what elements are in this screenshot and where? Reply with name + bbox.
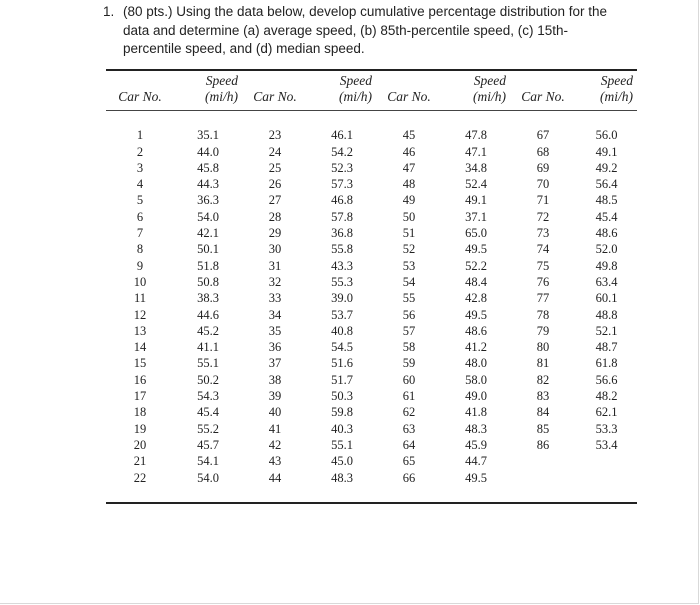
table-row — [106, 470, 637, 486]
car-number-cell: 4 — [136, 177, 144, 192]
car-number-cell: 86 — [536, 437, 550, 452]
car-number-cell: 43 — [268, 454, 282, 469]
speed-cell: 46.1 — [331, 128, 353, 143]
table-row — [106, 388, 637, 404]
car-number-cell: 28 — [268, 209, 282, 224]
speed-cell: 50.8 — [197, 274, 219, 289]
speed-cell: 56.0 — [595, 128, 618, 143]
speed-cell: 44.0 — [197, 144, 219, 159]
speed-cell: 62.1 — [595, 405, 618, 420]
car-number-cell: 22 — [133, 470, 147, 485]
speed-cell: 38.3 — [197, 291, 219, 306]
car-number-cell: 48 — [402, 177, 416, 192]
car-number-cell: 80 — [536, 340, 550, 355]
speed-cell: 36.3 — [197, 193, 219, 208]
car-number-cell: 1 — [136, 128, 144, 143]
car-number-cell: 29 — [268, 226, 282, 241]
speed-cell: 34.8 — [465, 160, 487, 175]
car-number-cell: 59 — [402, 356, 416, 371]
speed-table — [106, 71, 637, 502]
car-number-cell: 18 — [133, 405, 147, 420]
speed-cell: 42.1 — [197, 226, 219, 241]
speed-cell: 45.8 — [197, 160, 219, 175]
car-number-cell: 2 — [136, 144, 144, 159]
table-row — [106, 323, 637, 339]
speed-cell: 48.5 — [595, 193, 618, 208]
question-text — [103, 3, 663, 59]
car-number-cell: 57 — [402, 323, 416, 338]
table-row — [106, 372, 637, 388]
car-number-cell: 16 — [133, 372, 147, 387]
car-number-cell: 36 — [268, 340, 282, 355]
question-line-3: percentile speed, and (d) median speed. — [123, 41, 365, 56]
speed-cell: 55.3 — [331, 274, 353, 289]
speed-cell: 48.3 — [331, 470, 353, 485]
car-number-cell: 62 — [402, 405, 416, 420]
speed-cell: 45.4 — [197, 405, 219, 420]
speed-cell: 55.1 — [197, 356, 219, 371]
table-row — [106, 290, 637, 306]
car-number-cell: 61 — [402, 389, 416, 404]
car-number-cell: 49 — [402, 193, 416, 208]
car-number-cell: 25 — [268, 160, 282, 175]
table-row — [106, 192, 637, 208]
car-number-cell: 85 — [536, 421, 550, 436]
speed-cell: 54.0 — [197, 470, 219, 485]
column-header: Car No. — [253, 89, 297, 104]
speed-cell: 51.6 — [331, 356, 353, 371]
table-row — [106, 241, 637, 257]
speed-cell: 49.1 — [465, 193, 487, 208]
car-number-cell: 19 — [133, 421, 147, 436]
car-number-cell: 14 — [133, 340, 147, 355]
speed-cell: 58.0 — [465, 372, 487, 387]
table-row — [106, 258, 637, 274]
car-number-cell: 38 — [268, 372, 282, 387]
car-number-cell: 82 — [536, 372, 550, 387]
speed-cell: 61.8 — [595, 356, 618, 371]
car-number-cell: 7 — [136, 226, 144, 241]
car-number-cell: 32 — [268, 274, 282, 289]
speed-cell: 52.2 — [465, 258, 487, 273]
speed-cell: 51.8 — [197, 258, 219, 273]
speed-cell: 44.6 — [197, 307, 219, 322]
speed-cell: 51.7 — [331, 372, 353, 387]
table-row — [106, 404, 637, 420]
car-number-cell: 60 — [402, 372, 416, 387]
speed-cell: 50.3 — [331, 389, 353, 404]
car-number-cell: 52 — [402, 242, 416, 257]
table-row — [106, 225, 637, 241]
speed-cell: 41.1 — [197, 340, 219, 355]
car-number-cell: 34 — [268, 307, 282, 322]
speed-cell: 60.1 — [595, 291, 618, 306]
car-number-cell: 3 — [136, 160, 144, 175]
speed-cell: 52.1 — [595, 323, 618, 338]
speed-cell: 53.4 — [595, 437, 618, 452]
speed-cell: 54.3 — [197, 389, 219, 404]
car-number-cell: 67 — [536, 128, 550, 143]
speed-cell: 52.3 — [331, 160, 353, 175]
table-row — [106, 209, 637, 225]
speed-cell — [576, 470, 637, 486]
car-number-cell: 47 — [402, 160, 416, 175]
table-row — [106, 127, 637, 143]
car-number-cell: 50 — [402, 209, 416, 224]
column-header: Speed (mi/h) — [205, 73, 238, 104]
speed-cell: 54.2 — [331, 144, 353, 159]
question-line-2: data and determine (a) average speed, (b) 85th-percentile speed, (c) 15th- — [123, 22, 569, 38]
speed-cell: 40.3 — [331, 421, 353, 436]
car-number-cell: 5 — [136, 193, 144, 208]
car-number-cell: 30 — [268, 242, 282, 257]
car-number-cell: 65 — [402, 454, 416, 469]
column-header: Car No. — [118, 89, 162, 104]
speed-cell: 41.8 — [465, 405, 487, 420]
car-number-cell: 8 — [136, 242, 144, 257]
car-number-cell: 20 — [133, 437, 147, 452]
speed-cell: 54.1 — [197, 454, 219, 469]
car-number-cell: 41 — [268, 421, 282, 436]
car-number-cell: 77 — [536, 291, 550, 306]
question-number: 1. — [103, 4, 115, 19]
table-row — [106, 274, 637, 290]
speed-cell: 48.6 — [465, 323, 487, 338]
speed-cell: 59.8 — [331, 405, 353, 420]
car-number-cell: 66 — [402, 470, 416, 485]
speed-cell: 55.2 — [197, 421, 219, 436]
car-number-cell: 64 — [402, 437, 416, 452]
column-header: Speed (mi/h) — [600, 73, 633, 104]
table-row — [106, 355, 637, 371]
car-number-cell: 37 — [268, 356, 282, 371]
speed-cell: 46.8 — [331, 193, 353, 208]
table-row — [106, 160, 637, 176]
car-number-cell: 73 — [536, 226, 550, 241]
speed-cell: 48.3 — [465, 421, 487, 436]
speed-cell: 42.8 — [465, 291, 487, 306]
car-number-cell — [510, 470, 576, 486]
car-number-cell: 70 — [536, 177, 550, 192]
car-number-cell: 58 — [402, 340, 416, 355]
car-number-cell: 68 — [536, 144, 550, 159]
car-number-cell: 45 — [402, 128, 416, 143]
car-number-cell: 35 — [268, 323, 282, 338]
car-number-cell: 63 — [402, 421, 416, 436]
table-header-row — [106, 71, 637, 110]
speed-cell: 54.5 — [331, 340, 353, 355]
speed-cell: 57.8 — [331, 209, 353, 224]
speed-cell: 54.0 — [197, 209, 219, 224]
car-number-cell: 56 — [402, 307, 416, 322]
car-number-cell: 24 — [268, 144, 282, 159]
car-number-cell: 72 — [536, 209, 550, 224]
table-row — [106, 453, 637, 469]
table-row — [106, 307, 637, 323]
car-number-cell: 69 — [536, 160, 550, 175]
car-number-cell: 6 — [136, 209, 144, 224]
car-number-cell: 76 — [536, 274, 550, 289]
car-number-cell: 51 — [402, 226, 416, 241]
speed-cell: 53.7 — [331, 307, 353, 322]
speed-cell: 56.6 — [595, 372, 618, 387]
car-number-cell: 26 — [268, 177, 282, 192]
table-row — [106, 421, 637, 437]
car-number-cell: 46 — [402, 144, 416, 159]
speed-cell: 48.7 — [595, 340, 618, 355]
column-header: Speed (mi/h) — [473, 73, 506, 104]
car-number-cell: 78 — [536, 307, 550, 322]
speed-cell: 48.4 — [465, 274, 487, 289]
car-number-cell: 11 — [133, 291, 147, 306]
speed-cell: 53.3 — [595, 421, 618, 436]
speed-cell: 49.0 — [465, 389, 487, 404]
speed-cell: 48.8 — [595, 307, 618, 322]
speed-cell: 49.5 — [465, 242, 487, 257]
car-number-cell: 31 — [268, 258, 282, 273]
speed-cell: 47.8 — [465, 128, 487, 143]
table-row — [106, 176, 637, 192]
car-number-cell: 84 — [536, 405, 550, 420]
speed-cell: 45.0 — [331, 454, 353, 469]
car-number-cell: 39 — [268, 389, 282, 404]
car-number-cell: 81 — [536, 356, 550, 371]
speed-cell: 55.8 — [331, 242, 353, 257]
speed-cell: 63.4 — [595, 274, 618, 289]
table-row — [106, 339, 637, 355]
car-number-cell: 53 — [402, 258, 416, 273]
table-body — [106, 127, 637, 502]
table-row — [106, 437, 637, 453]
speed-cell: 49.5 — [465, 470, 487, 485]
car-number-cell: 71 — [536, 193, 550, 208]
car-number-cell: 13 — [133, 323, 147, 338]
speed-cell: 40.8 — [331, 323, 353, 338]
speed-cell: 41.2 — [465, 340, 487, 355]
speed-cell: 47.1 — [465, 144, 487, 159]
question-line-1: 1. (80 pts.) Using the data below, develop cumulative percentage distribution for the — [103, 3, 663, 22]
speed-cell: 45.7 — [197, 437, 219, 452]
car-number-cell: 27 — [268, 193, 282, 208]
car-number-cell: 33 — [268, 291, 282, 306]
speed-cell: 45.9 — [465, 437, 487, 452]
car-number-cell: 55 — [402, 291, 416, 306]
car-number-cell: 79 — [536, 323, 550, 338]
car-number-cell: 44 — [268, 470, 282, 485]
speed-cell: 44.7 — [465, 454, 487, 469]
speed-cell: 48.2 — [595, 389, 618, 404]
speed-cell: 45.4 — [595, 209, 618, 224]
table-bottom-rule — [106, 502, 637, 504]
speed-cell: 37.1 — [465, 209, 487, 224]
car-number-cell: 15 — [133, 356, 147, 371]
car-number-cell — [510, 453, 576, 469]
speed-cell: 44.3 — [197, 177, 219, 192]
speed-cell: 45.2 — [197, 323, 219, 338]
speed-cell: 49.1 — [595, 144, 618, 159]
column-header: Speed (mi/h) — [339, 73, 372, 104]
speed-cell: 50.2 — [197, 372, 219, 387]
car-number-cell: 23 — [268, 128, 282, 143]
speed-cell: 49.2 — [595, 160, 618, 175]
speed-cell: 43.3 — [331, 258, 353, 273]
car-number-cell: 12 — [133, 307, 147, 322]
speed-cell: 56.4 — [595, 177, 618, 192]
car-number-cell: 21 — [133, 454, 147, 469]
speed-cell: 55.1 — [331, 437, 353, 452]
car-number-cell: 40 — [268, 405, 282, 420]
car-number-cell: 9 — [136, 258, 144, 273]
speed-cell: 48.0 — [465, 356, 487, 371]
speed-cell: 49.5 — [465, 307, 487, 322]
speed-cell: 39.0 — [331, 291, 353, 306]
speed-cell: 52.0 — [595, 242, 618, 257]
car-number-cell: 74 — [536, 242, 550, 257]
speed-cell: 65.0 — [465, 226, 487, 241]
speed-cell: 36.8 — [331, 226, 353, 241]
speed-cell: 49.8 — [595, 258, 618, 273]
speed-data-table — [106, 69, 637, 504]
speed-cell: 48.6 — [595, 226, 618, 241]
column-header: Car No. — [521, 89, 565, 104]
car-number-cell: 10 — [133, 274, 147, 289]
car-number-cell: 75 — [536, 258, 550, 273]
speed-cell: 52.4 — [465, 177, 487, 192]
speed-cell: 35.1 — [197, 128, 219, 143]
car-number-cell: 54 — [402, 274, 416, 289]
car-number-cell: 42 — [268, 437, 282, 452]
car-number-cell: 17 — [133, 389, 147, 404]
column-header: Car No. — [387, 89, 431, 104]
speed-cell: 57.3 — [331, 177, 353, 192]
table-row — [106, 144, 637, 160]
speed-cell — [576, 453, 637, 469]
car-number-cell: 83 — [536, 389, 550, 404]
speed-cell: 50.1 — [197, 242, 219, 257]
